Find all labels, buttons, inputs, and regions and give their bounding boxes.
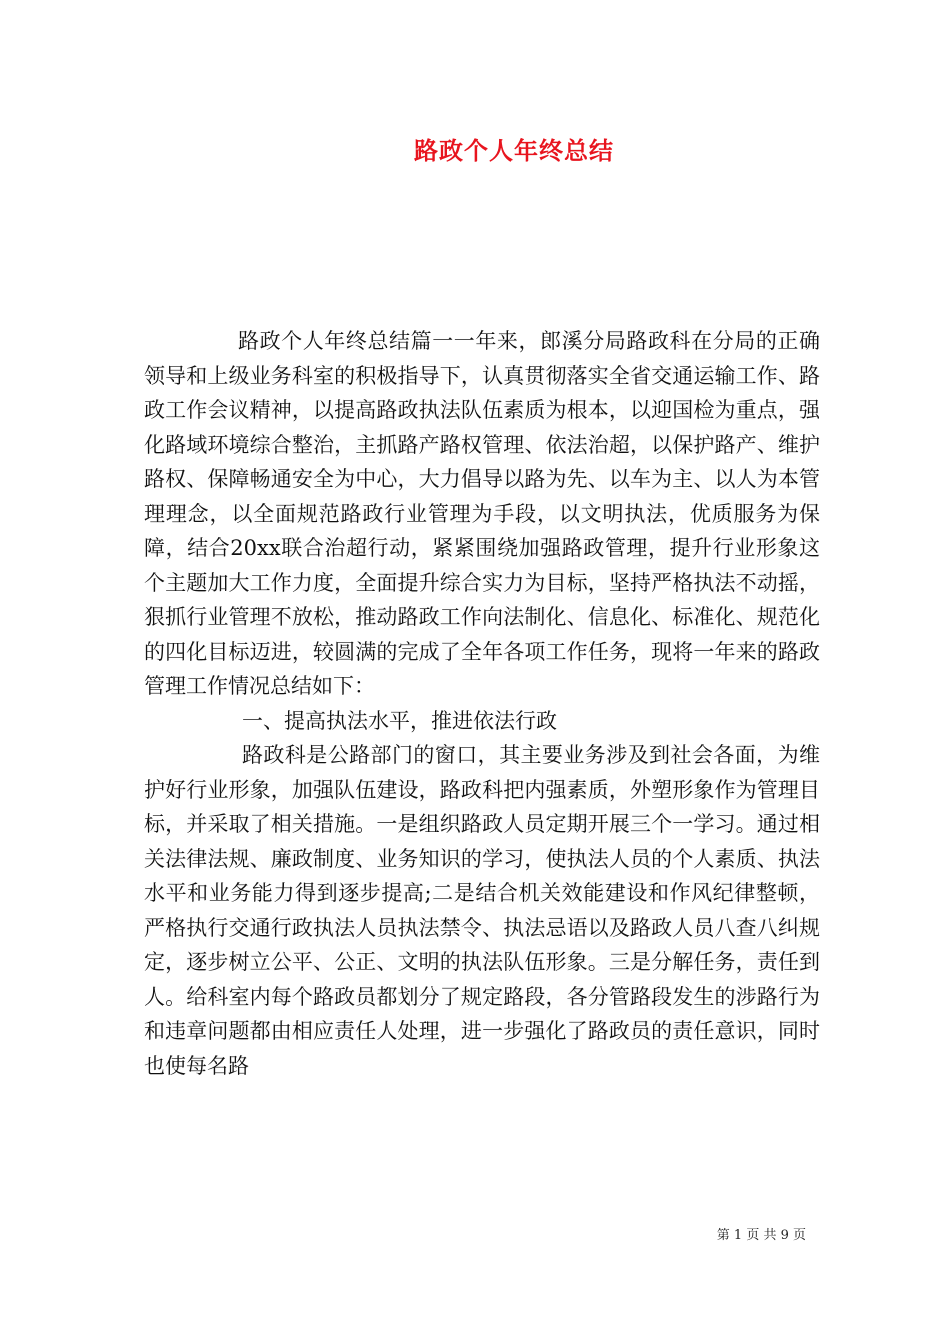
document-title: 路政个人年终总结 xyxy=(414,136,614,165)
paragraph-section-one: 路政科是公路部门的窗口，其主要业务涉及到社会各面，为维护好行业形象，加强队伍建设，路政科把内强素质，外塑形象作为管理目标，并采取了相关措施。一是组织路政人员定期开展三个一学习。通过相关法律法规、廉政制度、业务知识的学习，使执法人员的个人素质、执法水平和业务能力得到逐步提高;二是结合机关效能建设和作风纪律整顿，严格执行交通行政执法人员执法禁令、执法忌语以及路政人员八查八纠规定，逐步树立公平、公正、文明的执法队伍形象。三是分解任务，责任到人。给科室内每个路政员都划分了规定路段，各分管路段发生的涉路行为和违章问题都由相应责任人处理，进一步强化了路政员的责任意识，同时也使每名路 xyxy=(144,743,820,1078)
document-body xyxy=(144,324,820,1083)
paragraph-intro: 路政个人年终总结篇一一年来，郎溪分局路政科在分局的正确领导和上级业务科室的积极指导下，认真贯彻落实全省交通运输工作、路政工作会议精神，以提高路政执法队伍素质为根本，以迎国检为重点，强化路域环境综合整治，主抓路产路权管理、依法治超，以保护路产、维护路权、保障畅通安全为中心，大力倡导以路为先、以车为主、以人为本管理理念，以全面规范路政行业管理为手段，以文明执法，优质服务为保障，结合20xx联合治超行动，紧紧围绕加强路政管理，提升行业形象这个主题加大工作力度，全面提升综合实力为目标，坚持严格执法不动摇，狠抓行业管理不放松，推动路政工作向法制化、信息化、标准化、规范化的四化目标迈进，较圆满的完成了全年各项工作任务，现将一年来的路政管理工作情况总结如下： xyxy=(144,329,820,698)
page-number: 第 1 页 共 9 页 xyxy=(716,1228,806,1243)
section-heading: 一、提高执法水平，推进依法行政 xyxy=(242,708,557,733)
